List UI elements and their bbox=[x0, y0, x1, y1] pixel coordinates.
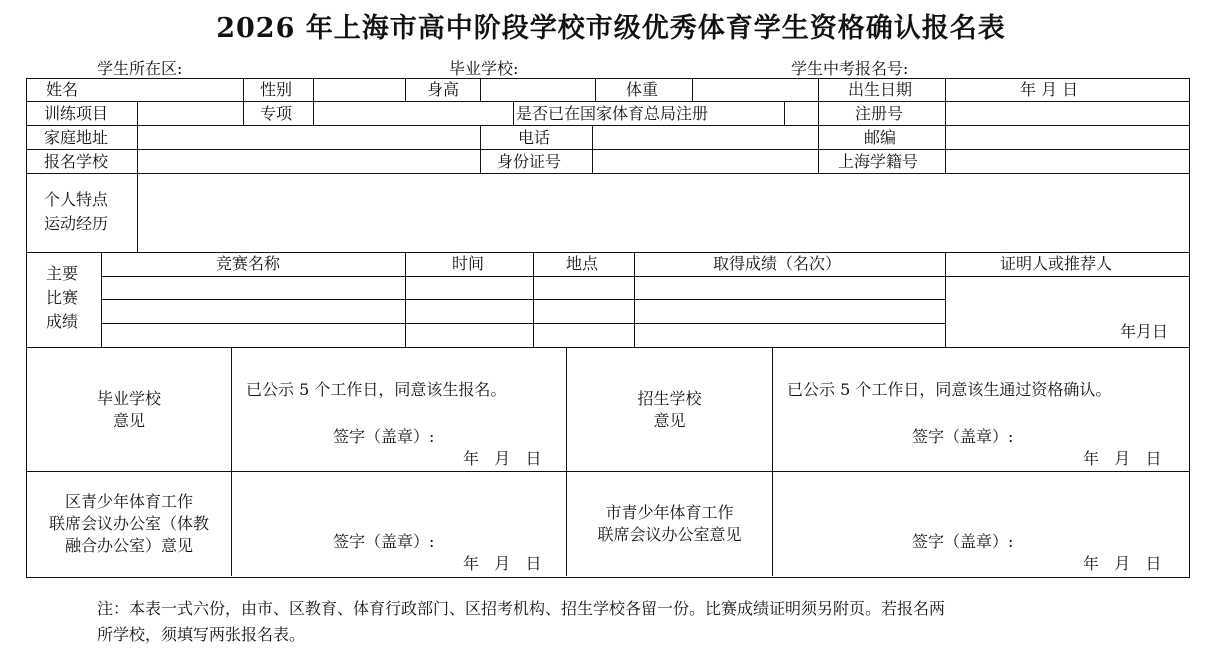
footnote-line: 所学校，须填写两张报名表。 bbox=[97, 625, 306, 644]
form-title: 2026 年上海市高中阶段学校市级优秀体育学生资格确认报名表 bbox=[216, 13, 1006, 44]
col-divider bbox=[945, 252, 946, 347]
col-divider bbox=[137, 173, 138, 252]
height-label: 身高 bbox=[427, 80, 460, 99]
label-line: 联席会议办公室（体教 bbox=[48, 514, 209, 533]
label-line: 毕业学校 bbox=[96, 388, 161, 408]
enroll-school-sign[interactable]: 签字（盖章）: bbox=[912, 427, 1014, 446]
label-line: 区青少年体育工作 bbox=[64, 492, 193, 511]
col-header-place: 地点 bbox=[566, 254, 599, 273]
col-divider bbox=[784, 101, 785, 125]
city-office-date[interactable]: 年 月 日 bbox=[1083, 554, 1162, 573]
profile-label-line2: 运动经历 bbox=[44, 214, 109, 233]
col-header-time: 时间 bbox=[452, 254, 485, 273]
exam-no-input-line[interactable] bbox=[908, 62, 1114, 79]
row-divider bbox=[26, 149, 1189, 150]
col-divider bbox=[480, 78, 481, 101]
col-divider bbox=[595, 78, 596, 101]
graduate-school-sign[interactable]: 签字（盖章）: bbox=[333, 427, 435, 446]
address-label: 家庭地址 bbox=[44, 128, 109, 147]
label-line: 联席会议办公室意见 bbox=[597, 525, 742, 544]
row-divider bbox=[26, 125, 1189, 126]
postcode-label: 邮编 bbox=[864, 128, 897, 147]
competition-side-label: 比赛 bbox=[46, 288, 79, 307]
col-divider bbox=[313, 78, 314, 125]
col-divider bbox=[945, 78, 946, 173]
col-header-witness: 证明人或推荐人 bbox=[1000, 254, 1113, 273]
enroll-school-opinion-label bbox=[567, 348, 772, 471]
competition-side-label: 成绩 bbox=[46, 312, 79, 331]
graduate-school-date[interactable]: 年 月 日 bbox=[463, 449, 542, 468]
row-divider bbox=[26, 173, 1189, 174]
col-divider bbox=[405, 78, 406, 101]
training-label: 训练项目 bbox=[44, 104, 109, 123]
label-line: 融合办公室）意见 bbox=[64, 536, 193, 555]
graduate-school-label: 毕业学校: bbox=[449, 59, 519, 78]
birthdate-placeholder[interactable]: 年 月 日 bbox=[1020, 80, 1079, 99]
enroll-school-opinion-text: 已公示 5 个工作日，同意该生通过资格确认。 bbox=[787, 380, 1112, 399]
district-office-date[interactable]: 年 月 日 bbox=[463, 554, 542, 573]
label-line: 意见 bbox=[653, 410, 686, 430]
district-office-sign[interactable]: 签字（盖章）: bbox=[333, 532, 435, 551]
col-divider bbox=[692, 78, 693, 101]
registered-question-label: 是否已在国家体育总局注册 bbox=[516, 104, 709, 123]
row-divider bbox=[26, 252, 1189, 253]
col-header-competition-name: 竞赛名称 bbox=[216, 254, 281, 273]
row-divider bbox=[101, 323, 946, 324]
col-divider bbox=[634, 252, 635, 347]
row-divider bbox=[26, 101, 1189, 102]
col-divider bbox=[592, 125, 593, 173]
phone-label: 电话 bbox=[518, 128, 551, 147]
specialty-label: 专项 bbox=[260, 104, 293, 123]
city-office-opinion-label bbox=[567, 472, 772, 576]
row-divider bbox=[101, 276, 1189, 277]
col-header-result: 取得成绩（名次） bbox=[713, 254, 842, 273]
footnote bbox=[97, 596, 1127, 648]
col-divider bbox=[101, 252, 102, 347]
profile-label-line1: 个人特点 bbox=[44, 190, 109, 209]
col-divider bbox=[243, 78, 244, 125]
col-divider bbox=[231, 347, 232, 576]
graduate-school-input-line[interactable] bbox=[518, 62, 732, 79]
label-line: 意见 bbox=[112, 410, 145, 430]
district-office-opinion-label bbox=[27, 472, 231, 576]
col-divider bbox=[137, 101, 138, 173]
weight-label: 体重 bbox=[626, 80, 659, 99]
shanghai-student-no-label: 上海学籍号 bbox=[838, 152, 919, 171]
row-divider bbox=[101, 299, 946, 300]
exam-no-label: 学生中考报名号: bbox=[791, 59, 909, 78]
graduate-school-field[interactable] bbox=[449, 56, 732, 79]
col-divider bbox=[405, 252, 406, 347]
registration-no-label: 注册号 bbox=[855, 104, 904, 123]
district-input-line[interactable] bbox=[182, 62, 387, 79]
gender-label: 性别 bbox=[260, 80, 293, 99]
col-divider bbox=[480, 125, 481, 173]
col-divider bbox=[818, 78, 819, 173]
exam-no-field[interactable] bbox=[791, 56, 1114, 79]
label-line: 招生学校 bbox=[637, 388, 702, 408]
witness-date[interactable]: 年月日 bbox=[1120, 322, 1169, 341]
col-divider bbox=[513, 101, 514, 125]
name-label: 姓名 bbox=[46, 80, 79, 99]
label-line: 市青少年体育工作 bbox=[605, 503, 734, 522]
graduate-school-opinion-text: 已公示 5 个工作日，同意该生报名。 bbox=[246, 380, 507, 399]
col-divider bbox=[533, 252, 534, 347]
city-office-sign[interactable]: 签字（盖章）: bbox=[912, 532, 1014, 551]
birthdate-label: 出生日期 bbox=[848, 80, 913, 99]
district-field[interactable] bbox=[97, 56, 387, 79]
school-label: 报名学校 bbox=[44, 152, 109, 171]
district-label: 学生所在区: bbox=[97, 59, 183, 78]
graduate-school-opinion-label bbox=[27, 348, 231, 471]
col-divider bbox=[772, 347, 773, 576]
footnote-line: 注：本表一式六份，由市、区教育、体育行政部门、区招考机构、招生学校各留一份。比赛成绩证明须另附页。若报名两 bbox=[97, 599, 946, 618]
competition-side-label: 主要 bbox=[46, 264, 79, 283]
id-card-label: 身份证号 bbox=[497, 152, 562, 171]
enroll-school-date[interactable]: 年 月 日 bbox=[1083, 449, 1162, 468]
